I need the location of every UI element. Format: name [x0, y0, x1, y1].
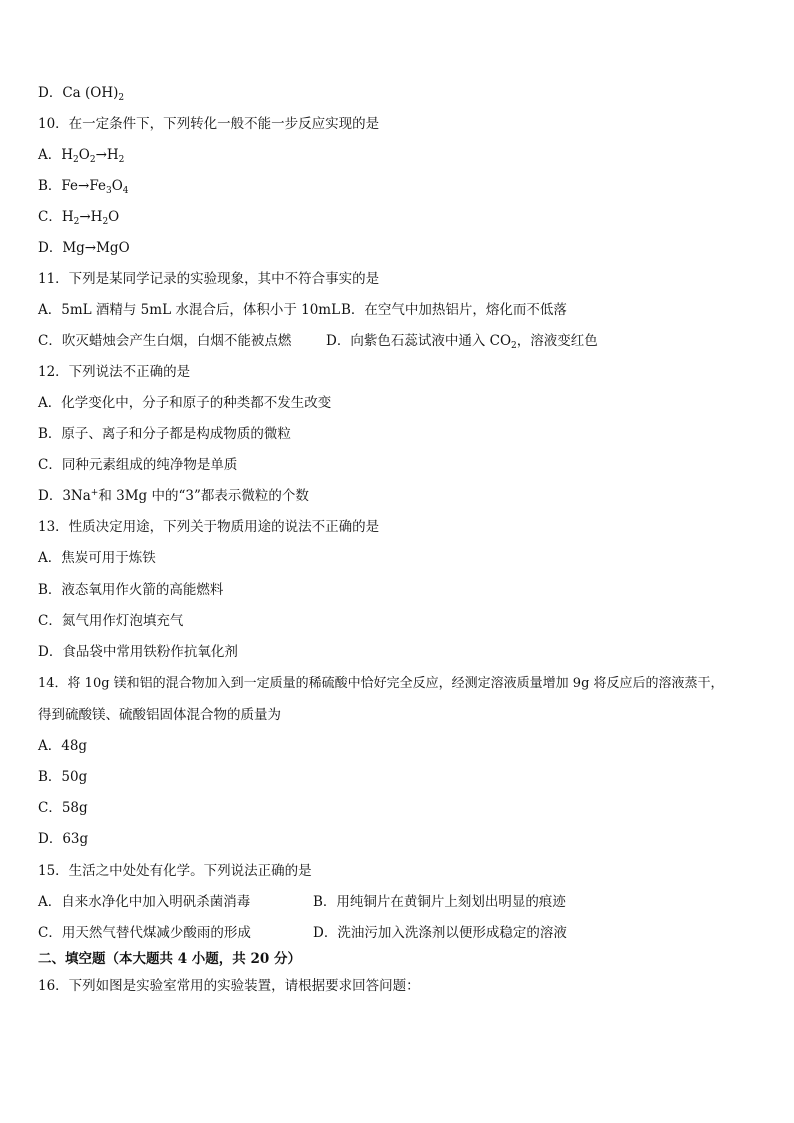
q12-option-c: C．同种元素组成的纯净物是单质 [38, 457, 238, 473]
q12-option-d: D．3Na+和 3Mg 中的“3”都表示微粒的个数 [38, 488, 309, 504]
q10-option-d: D．Mg→MgO [38, 240, 130, 256]
q14-stem-line1: 14．将 10g 镁和铝的混合物加入到一定质量的稀硫酸中恰好完全反应，经测定溶液质量增加 9g 将反应后的溶液蒸干， [38, 676, 724, 691]
q13-option-a: A．焦炭可用于炼铁 [38, 550, 156, 566]
q15-stem: 15．生活之中处处有化学。下列说法正确的是 [38, 863, 312, 879]
q16-stem: 16．下列如图是实验室常用的实验装置，请根据要求回答问题： [38, 978, 420, 994]
q13-stem: 13．性质决定用途，下列关于物质用途的说法不正确的是 [38, 519, 380, 535]
q14-option-d: D．63g [38, 831, 89, 847]
q15-option-a: A．自来水净化中加入明矾杀菌消毒 [38, 894, 251, 910]
q11-option-d: D．向紫色石蕊试液中通入 $CO_2$，溶液变红色 [326, 333, 598, 351]
q12-stem: 12．下列说法不正确的是 [38, 364, 191, 380]
q13-option-c: C．氮气用作灯泡填充气 [38, 613, 184, 629]
q14-stem-line2: 得到硫酸镁、硫酸铝固体混合物的质量为 [38, 707, 281, 723]
q10-option-a: A．$H_2O_2\to H_2$ [38, 147, 125, 165]
q15-option-b: B．用纯铜片在黄铜片上刻划出明显的痕迹 [313, 894, 566, 910]
q13-option-b: B．液态氧用作火箭的高能燃料 [38, 582, 224, 598]
q14-option-c: C．58g [38, 800, 88, 816]
q14-option-a: A．48g [38, 738, 88, 754]
q12-option-a: A．化学变化中，分子和原子的种类都不发生改变 [38, 395, 332, 411]
q10-option-c: C．$H_2\to H_2O$ [38, 209, 120, 227]
q11-option-a: A．5mL 酒精与 5mL 水混合后，体积小于 10mL [38, 302, 341, 318]
q13-option-d: D．食品袋中常用铁粉作抗氧化剂 [38, 644, 238, 660]
q15-option-d: D．洗油污加入洗涤剂以便形成稳定的溶液 [313, 925, 567, 941]
q10-option-b: B．$Fe\to Fe_3O_4$ [38, 178, 129, 196]
q11-stem: 11．下列是某同学记录的实验现象，其中不符合事实的是 [38, 271, 380, 287]
q11-option-c: C．吹灭蜡烛会产生白烟，白烟不能被点燃 [38, 333, 292, 349]
q11-option-b: B．在空气中加热铝片，熔化而不低落 [341, 302, 567, 318]
q10-stem: 10．在一定条件下，下列转化一般不能一步反应实现的是 [38, 116, 380, 132]
section-heading-fill-in: 二、填空题（本大题共 4 小题，共 20 分） [38, 951, 301, 967]
q14-option-b: B．50g [38, 769, 88, 785]
q15-option-c: C．用天然气替代煤减少酸雨的形成 [38, 925, 251, 941]
q12-option-b: B．原子、离子和分子都是构成物质的微粒 [38, 426, 291, 442]
q9-option-d: D．Ca $(OH)_2$ [38, 85, 125, 103]
